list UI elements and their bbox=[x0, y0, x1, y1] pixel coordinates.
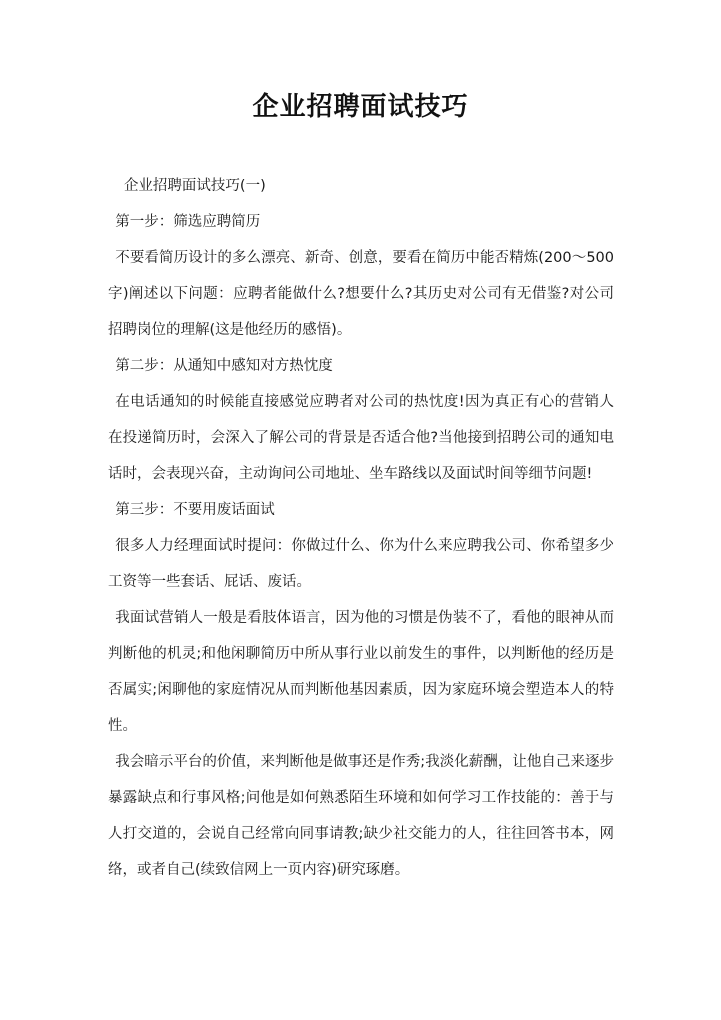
step-heading-2: 第二步：从通知中感知对方热忱度 bbox=[115, 358, 333, 374]
body-paragraph: 在电话通知的时候能直接感觉应聘者对公司的热忱度!因为真正有心的营销人在投递简历时，会深入了解公司的背景是否适合他?当他接到招聘公司的通知电话时，会表现兴奋，主动询问公司地址、坐车路线以及面试时间等细节问题! bbox=[108, 394, 614, 482]
step-heading-3: 第三步：不要用废话面试 bbox=[115, 502, 275, 518]
body-paragraph: 不要看简历设计的多么漂亮、新奇、创意，要看在简历中能否精炼(200～500字)阐述以下问题：应聘者能做什么?想要什么?其历史对公司有无借鉴?对公司招聘岗位的理解(这是他经历的感悟)。 bbox=[108, 250, 614, 338]
document-title: 企业招聘面试技巧 bbox=[252, 92, 469, 122]
section-subtitle: 企业招聘面试技巧(一) bbox=[123, 178, 266, 194]
step-heading-1: 第一步：筛选应聘简历 bbox=[115, 214, 261, 230]
document-body bbox=[108, 168, 614, 888]
body-paragraph: 我面试营销人一般是看肢体语言，因为他的习惯是伪装不了，看他的眼神从而判断他的机灵;和他闲聊简历中所从事行业以前发生的事件，以判断他的经历是否属实;闲聊他的家庭情况从而判断他基因素质，因为家庭环境会塑造本人的特性。 bbox=[108, 610, 614, 734]
body-paragraph: 很多人力经理面试时提问：你做过什么、你为什么来应聘我公司、你希望多少工资等一些套话、屁话、废话。 bbox=[108, 538, 614, 590]
body-paragraph: 我会暗示平台的价值，来判断他是做事还是作秀;我淡化薪酬，让他自己来逐步暴露缺点和行事风格;问他是如何熟悉陌生环境和如何学习工作技能的：善于与人打交道的，会说自己经常向同事请教;缺少社交能力的人，往往回答书本，网络，或者自己(续致信网上一页内容)研究琢磨。 bbox=[108, 754, 614, 878]
